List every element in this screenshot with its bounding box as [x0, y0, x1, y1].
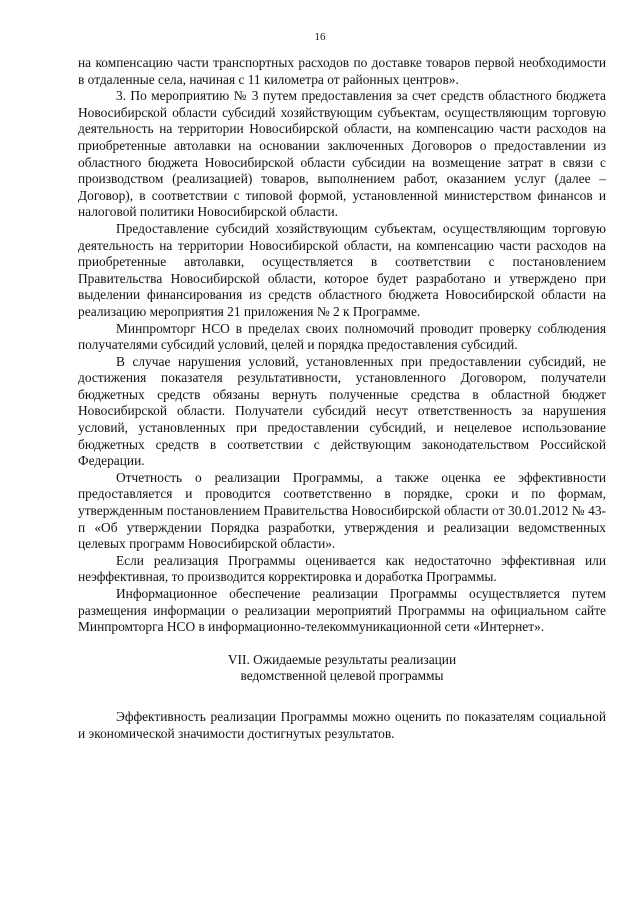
- paragraph-correction: Если реализация Программы оценивается как недостаточно эффективная или неэффективная, то производится корректировка и доработка Программы.: [78, 552, 606, 585]
- paragraph-reporting: Отчетность о реализации Программы, а также оценка ее эффективности предоставляется и проводится соответственно в порядке, сроки и по формам, утвержденным постановлением Правительства Новосибирской области от 30.01.2012 № 43-п «Об утверждении Порядка разработки, утверждения и реализации ведомственных целевых программ Новосибирской области».: [78, 469, 606, 552]
- paragraph-measure-3: 3. По мероприятию № 3 путем предоставления за счет средств областного бюджета Новосибирской области субсидий хозяйствующим субъектам, осуществляющим торговую деятельность на территории Новосибирской области, на компенсацию части расходов на приобретенные автолавки на основании заключенных Договоров о предоставлении из областного бюджета Новосибирской области субсидии на возмещение затрат в связи с производством (реализацией) товаров, выполнением работ, оказанием услуг (далее – Договор), в соответствии с типовой формой, установленной министерством финансов и налоговой политики Новосибирской области.: [78, 88, 606, 220]
- paragraph-information: Информационное обеспечение реализации Программы осуществляется путем размещения информации о реализации мероприятий Программы на официальном сайте Минпромторга НСО в информационно-телекоммуникационной сети «Интернет».: [78, 586, 606, 635]
- section-heading-line-1: VII. Ожидаемые результаты реализации: [227, 651, 457, 667]
- paragraph-subsidy-provision: Предоставление субсидий хозяйствующим субъектам, осуществляющим торговую деятельность на территории Новосибирской области, на компенсацию части расходов на приобретенные автолавки, осуществляется в соответствии с постановлением Правительства Новосибирской области, которое будет разработано и утверждено при выделении финансирования из средств областного бюджета Новосибирской области на реализацию мероприятия 21 приложения № 2 к Программе.: [78, 220, 606, 319]
- section-heading: [78, 652, 606, 685]
- section-heading-line-2: ведомственной целевой программы: [240, 668, 444, 684]
- paragraph-effectiveness: Эффективность реализации Программы можно оценить по показателям социальной и экономической значимости достигнутых результатов.: [78, 708, 606, 741]
- paragraph-compliance-check: Минпромторг НСО в пределах своих полномочий проводит проверку соблюдения получателями субсидий условий, целей и порядка предоставления субсидий.: [78, 320, 606, 353]
- paragraph-violations: В случае нарушения условий, установленных при предоставлении субсидий, не достижения показателя результативности, установленного Договором, получатели бюджетных средств обязаны вернуть полученные средства в областной бюджет Новосибирской области. Получатели субсидий несут ответственность за нарушения условий, установленных при предоставлении субсидий, и нецелевое использование бюджетных средств в соответствии с действующим законодательством Российской Федерации.: [78, 353, 606, 469]
- paragraph-continuation: на компенсацию части транспортных расходов по доставке товаров первой необходимости в отдаленные села, начиная с 11 километра от районных центров».: [78, 55, 606, 87]
- page-number: 16: [314, 31, 326, 43]
- document-body: [78, 55, 606, 742]
